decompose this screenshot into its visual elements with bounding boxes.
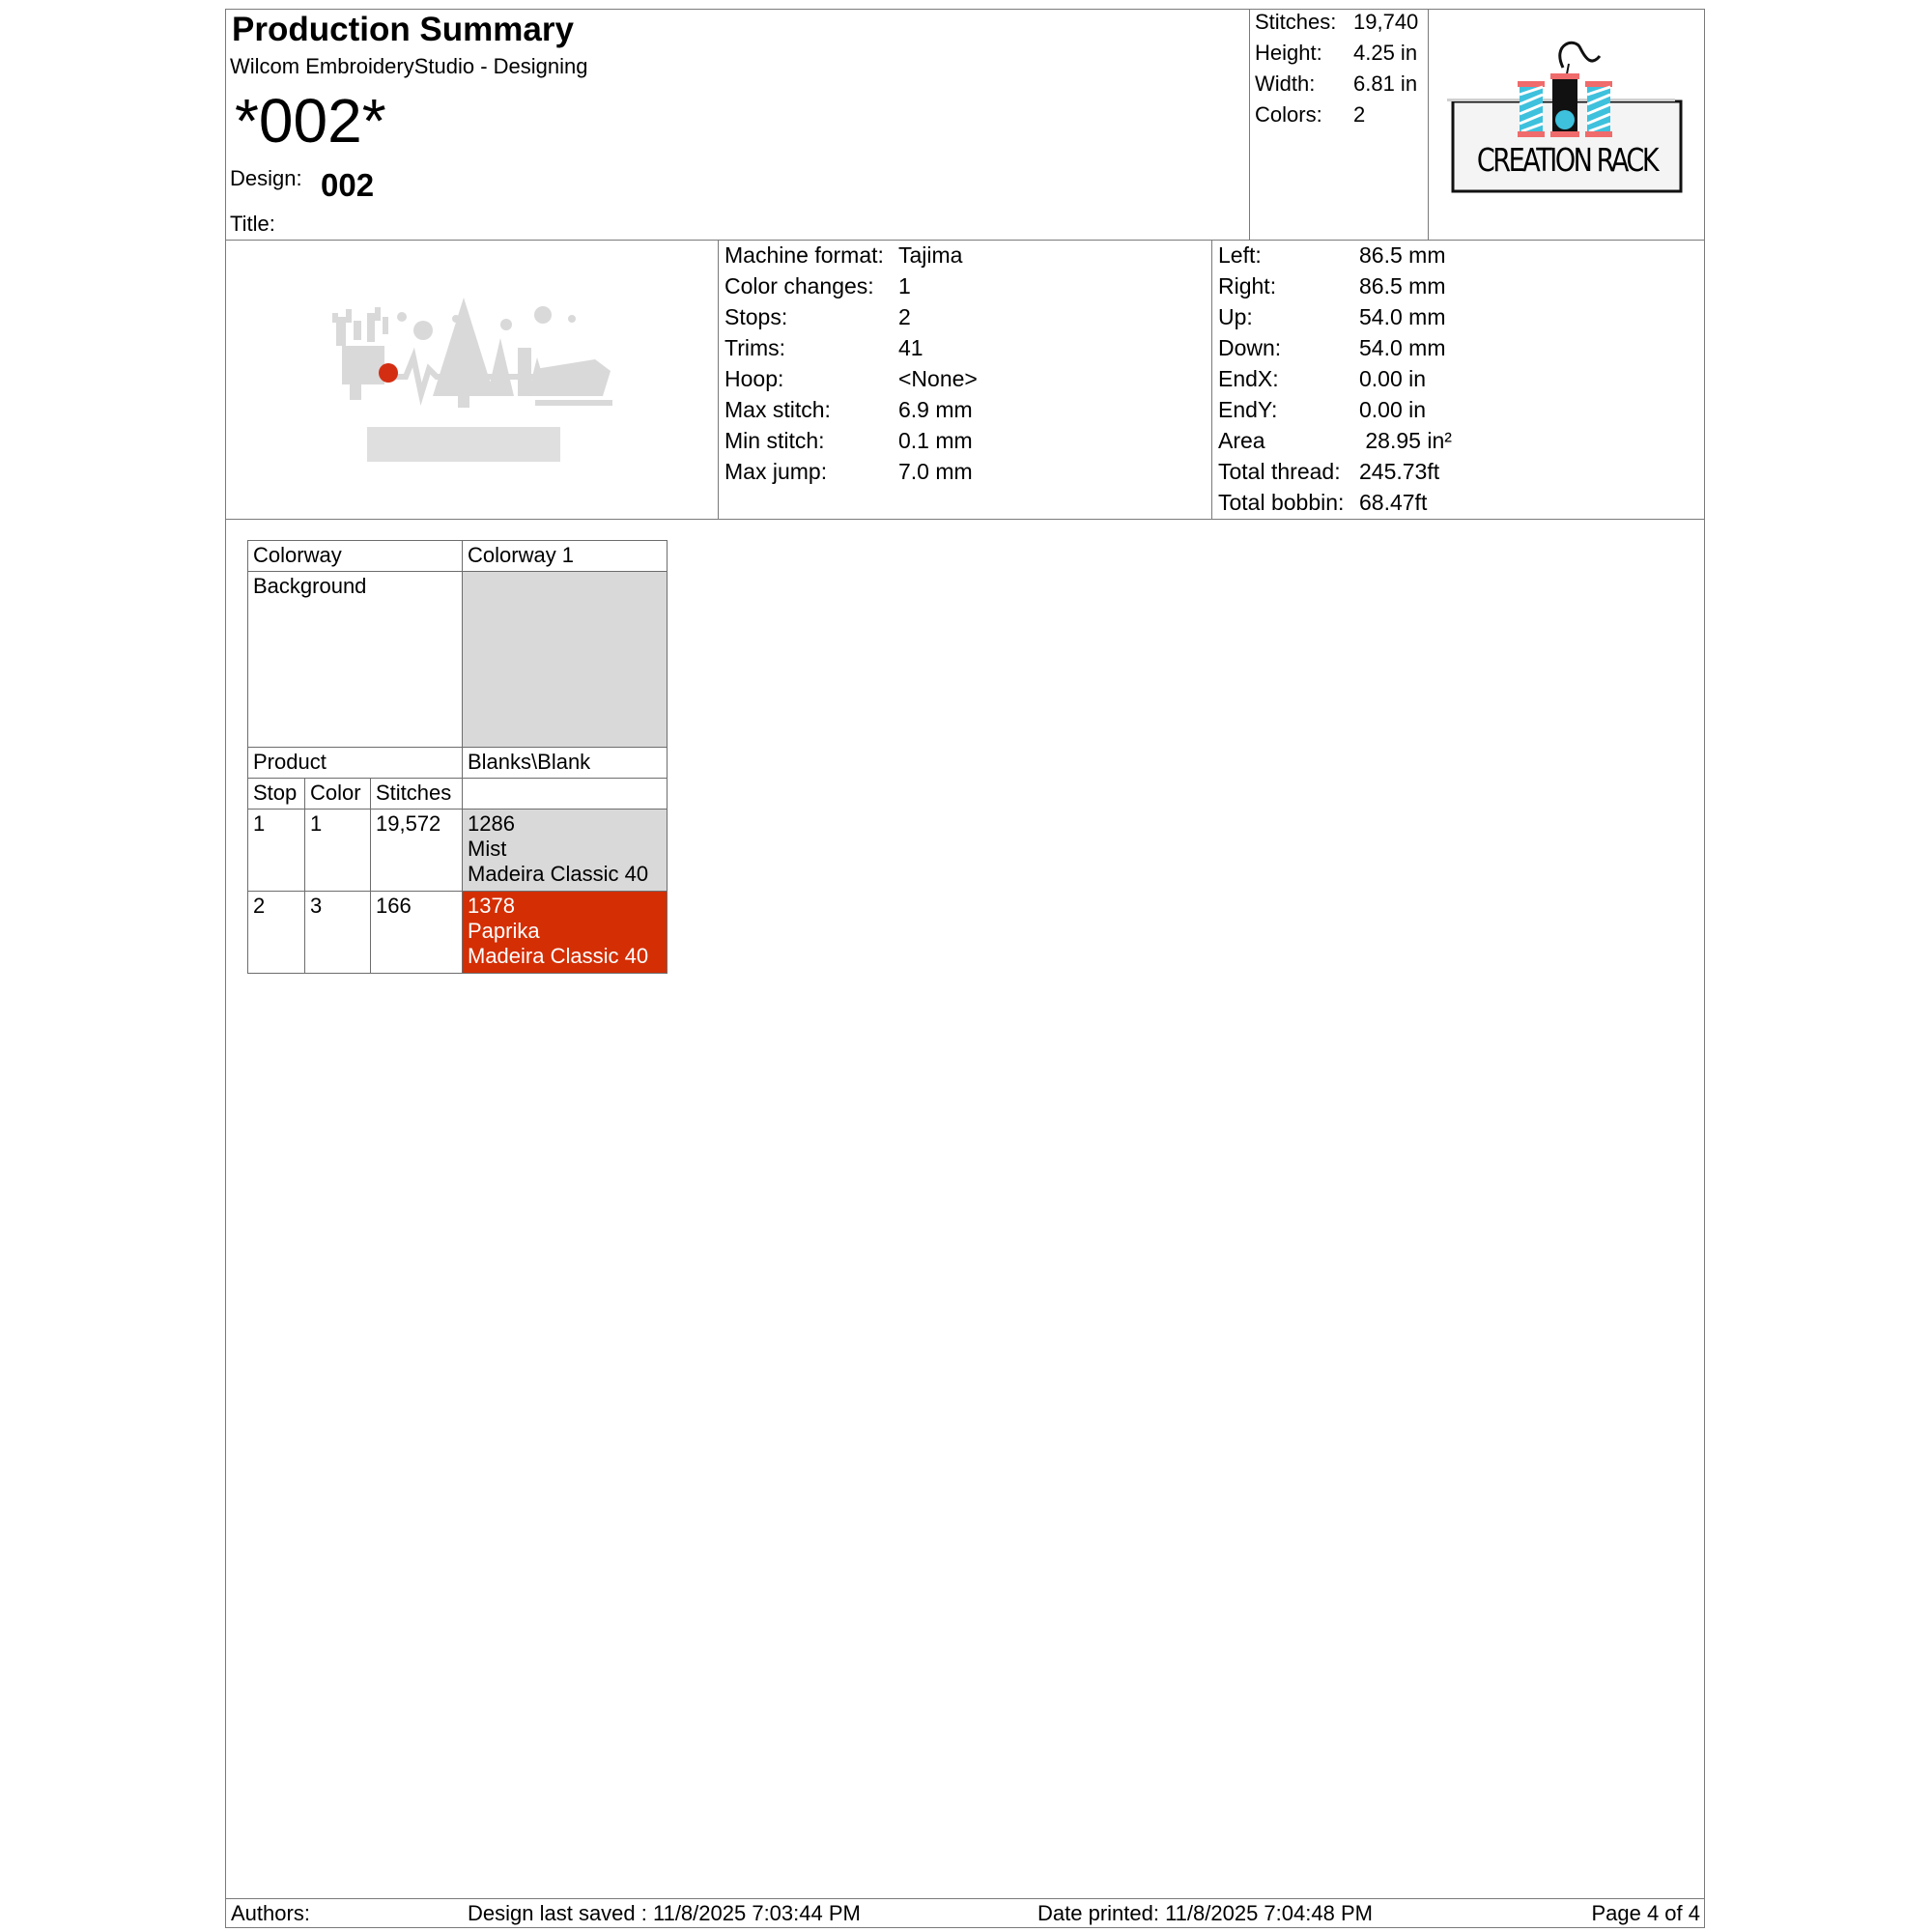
machine-value: <None> xyxy=(898,366,978,391)
colorway-name: Colorway 1 xyxy=(463,541,668,572)
column-header-stop: Stop xyxy=(248,779,305,810)
stat-value: 6.81 in xyxy=(1353,71,1418,96)
dimension-label: Total bobbin: xyxy=(1218,490,1345,515)
design-barcode-text: *002* xyxy=(235,86,386,156)
background-swatch xyxy=(463,572,668,748)
stat-label: Height: xyxy=(1255,41,1322,65)
machine-label: Color changes: xyxy=(724,273,874,298)
dimension-value: 86.5 mm xyxy=(1359,242,1446,268)
machine-label: Trims: xyxy=(724,335,786,360)
thread-name: Mist xyxy=(468,837,507,861)
design-stats xyxy=(1255,10,1418,133)
machine-value: 0.1 mm xyxy=(898,428,973,453)
dimension-label: Total thread: xyxy=(1218,459,1341,484)
dimension-row xyxy=(1218,427,1452,458)
title-label: Title: xyxy=(230,212,275,236)
dimension-value: 0.00 in xyxy=(1359,397,1427,422)
colorway-table xyxy=(247,540,668,974)
product-label: Product xyxy=(248,748,463,779)
dimension-value: 28.95 in² xyxy=(1359,428,1452,453)
machine-value: 1 xyxy=(898,273,911,298)
preview-right-divider xyxy=(718,240,719,519)
stat-label: Stitches: xyxy=(1255,10,1337,34)
stat-label: Width: xyxy=(1255,71,1316,96)
machine-info xyxy=(724,242,978,489)
dimension-label: Down: xyxy=(1218,335,1282,360)
dimension-label: Left: xyxy=(1218,242,1262,268)
machine-value: Tajima xyxy=(898,242,963,268)
embroidery-preview-image xyxy=(328,290,618,473)
dimension-value: 54.0 mm xyxy=(1359,304,1446,329)
footer-divider xyxy=(225,1898,1705,1899)
table-row xyxy=(248,810,668,892)
machine-row xyxy=(724,272,978,303)
dimension-value: 245.73ft xyxy=(1359,459,1440,484)
stat-label: Colors: xyxy=(1255,102,1322,127)
dimension-row xyxy=(1218,303,1452,334)
dimension-label: Area xyxy=(1218,428,1265,453)
page-title: Production Summary xyxy=(232,11,574,48)
thread-swatch-cell xyxy=(463,892,668,974)
thread-code: 1378 xyxy=(468,894,515,918)
colorway-header-row xyxy=(248,541,668,572)
stat-row xyxy=(1255,10,1418,41)
machine-row xyxy=(724,242,978,272)
thread-brand: Madeira Classic 40 xyxy=(468,944,649,968)
machine-row xyxy=(724,427,978,458)
stat-value: 2 xyxy=(1353,102,1366,127)
stop-cell: 1 xyxy=(248,810,305,892)
footer-authors: Authors: xyxy=(231,1901,310,1925)
machine-value: 6.9 mm xyxy=(898,397,973,422)
background-row xyxy=(248,572,668,748)
logo-left-divider xyxy=(1428,9,1429,240)
machine-label: Max jump: xyxy=(724,459,828,484)
dimension-row xyxy=(1218,272,1452,303)
column-header-thread xyxy=(463,779,668,810)
machine-row xyxy=(724,365,978,396)
app-name: Wilcom EmbroideryStudio - Designing xyxy=(230,54,588,78)
footer-date-printed: Date printed: 11/8/2025 7:04:48 PM xyxy=(1037,1901,1373,1925)
thread-swatch-cell xyxy=(463,810,668,892)
column-header-stitches: Stitches xyxy=(371,779,463,810)
thread-name: Paprika xyxy=(468,919,540,943)
design-value: 002 xyxy=(321,167,375,203)
red-nose-icon xyxy=(379,363,398,383)
dimension-value: 54.0 mm xyxy=(1359,335,1446,360)
stat-value: 4.25 in xyxy=(1353,41,1418,65)
background-label: Background xyxy=(248,572,463,748)
stitches-cell: 19,572 xyxy=(371,810,463,892)
brand-logo xyxy=(1445,39,1689,203)
dimension-label: Right: xyxy=(1218,273,1277,298)
stat-value: 19,740 xyxy=(1353,10,1419,34)
header-divider xyxy=(225,240,1705,241)
column-header-color: Color xyxy=(305,779,371,810)
thread-code: 1286 xyxy=(468,811,515,836)
table-row xyxy=(248,892,668,974)
machine-value: 7.0 mm xyxy=(898,459,973,484)
dimension-row xyxy=(1218,365,1452,396)
machine-row xyxy=(724,396,978,427)
design-preview xyxy=(328,290,618,473)
footer-page-number: Page 4 of 4 xyxy=(1591,1901,1700,1925)
product-row xyxy=(248,748,668,779)
dimension-row xyxy=(1218,489,1452,520)
color-cell: 1 xyxy=(305,810,371,892)
product-value: Blanks\Blank xyxy=(463,748,668,779)
machine-right-divider xyxy=(1211,240,1212,519)
dimension-value: 68.47ft xyxy=(1359,490,1428,515)
machine-label: Stops: xyxy=(724,304,788,329)
dimension-row xyxy=(1218,242,1452,272)
dimension-value: 86.5 mm xyxy=(1359,273,1446,298)
stat-row xyxy=(1255,102,1418,133)
dimension-label: EndY: xyxy=(1218,397,1278,422)
machine-row xyxy=(724,334,978,365)
dimension-info xyxy=(1218,242,1452,520)
dimension-row xyxy=(1218,334,1452,365)
footer-last-saved: Design last saved : 11/8/2025 7:03:44 PM xyxy=(468,1901,861,1925)
machine-value: 41 xyxy=(898,335,923,360)
machine-label: Machine format: xyxy=(724,242,884,268)
dimension-label: EndX: xyxy=(1218,366,1279,391)
machine-label: Hoop: xyxy=(724,366,784,391)
dimension-row xyxy=(1218,396,1452,427)
stats-left-divider xyxy=(1249,9,1250,240)
color-cell: 3 xyxy=(305,892,371,974)
machine-row xyxy=(724,458,978,489)
design-label: Design: xyxy=(230,166,302,190)
column-header-row xyxy=(248,779,668,810)
colorway-label: Colorway xyxy=(248,541,463,572)
machine-row xyxy=(724,303,978,334)
dimension-row xyxy=(1218,458,1452,489)
details-divider xyxy=(225,519,1705,520)
stop-cell: 2 xyxy=(248,892,305,974)
machine-label: Min stitch: xyxy=(724,428,825,453)
machine-label: Max stitch: xyxy=(724,397,831,422)
stitches-cell: 166 xyxy=(371,892,463,974)
machine-value: 2 xyxy=(898,304,911,329)
dimension-label: Up: xyxy=(1218,304,1253,329)
brand-logo-text: CREATION RACK xyxy=(1476,141,1658,179)
stat-row xyxy=(1255,71,1418,102)
dimension-value: 0.00 in xyxy=(1359,366,1427,391)
thread-brand: Madeira Classic 40 xyxy=(468,862,649,886)
stat-row xyxy=(1255,41,1418,71)
